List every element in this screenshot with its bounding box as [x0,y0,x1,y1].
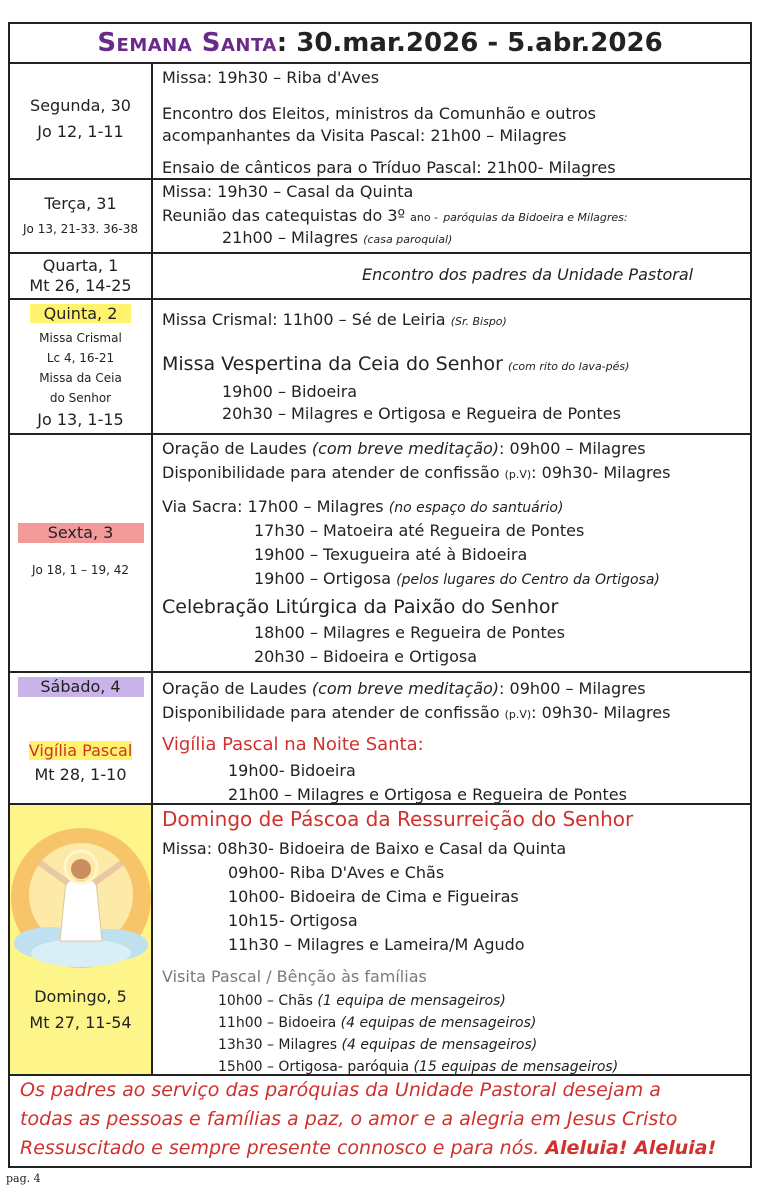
day-cell [10,62,153,178]
day-cell [10,805,153,1074]
event-line: Missa: 08h30- Bidoeira de Baixo e Casal da Quinta [162,839,567,858]
event-line: Vigília Pascal na Noite Santa: [162,734,424,755]
events-cell [162,254,746,298]
scripture-ref: Mt 26, 14-25 [29,276,132,295]
row-sabado [10,673,750,805]
event-line: 20h30 – Bidoeira e Ortigosa [254,647,478,666]
day-label: Segunda, 30 [30,96,131,115]
day-cell [10,180,153,252]
events-cell [162,62,746,178]
scripture-ref: Mt 28, 1-10 [34,765,127,784]
row-terca [10,180,750,254]
event-line: 10h15- Ortigosa [228,911,358,930]
event-line: Disponibilidade para atender de confissão (p.V): 09h30- Milagres [162,703,671,722]
message-line: todas as pessoas e famílias a paz, o amor e a alegria em Jesus Cristo [20,1108,678,1130]
event-line: Reunião das catequistas do 3º ano - paróquias da Bidoeira e Milagres: [162,206,628,225]
event-line: Via Sacra: 17h00 – Milagres (no espaço do santuário) [162,497,564,516]
scripture-sub: Missa da Ceia [39,371,122,385]
event-line: Visita Pascal / Bênção às famílias [162,967,427,986]
row-quinta [10,300,750,435]
event-line: 19h00 – Texugueira até à Bidoeira [254,545,528,564]
events-cell [162,805,746,1074]
scripture-sub: Missa Crismal [39,331,122,345]
day-cell [10,673,153,803]
event-line: 19h00- Bidoeira [228,761,356,780]
event-line: Oração de Laudes (com breve meditação): 09h00 – Milagres [162,439,646,458]
event-line: Domingo de Páscoa da Ressurreição do Senhor [162,807,634,831]
events-cell [162,673,746,803]
event-line: 10h00- Bidoeira de Cima e Figueiras [228,887,519,906]
message-line: Ressuscitado e sempre presente connosco e para nós. Aleluia! Aleluia! [20,1137,717,1159]
scripture-ref: Jo 12, 1-11 [37,122,124,141]
vigil-label: Vigília Pascal [28,741,133,760]
events-cell [162,180,746,252]
event-line: 21h00 – Milagres (casa paroquial) [222,228,453,247]
event-line: Disponibilidade para atender de confissão (p.V): 09h30- Milagres [162,463,671,482]
day-cell [10,254,153,298]
day-label: Quarta, 1 [42,256,119,275]
scripture-ref: Jo 13, 1-15 [37,410,124,429]
event-line: 11h00 – Bidoeira (4 equipas de mensageiros) [218,1015,537,1031]
events-cell [162,435,746,671]
event-line: Missa Crismal: 11h00 – Sé de Leiria (Sr. Bispo) [162,310,507,329]
event-line: 18h00 – Milagres e Regueira de Pontes [254,623,565,642]
day-label: Terça, 31 [44,194,117,213]
event-line: 17h30 – Matoeira até Regueira de Pontes [254,521,585,540]
event-line: 19h00 – Bidoeira [222,382,358,401]
event-line: Missa Vespertina da Ceia do Senhor (com rito do lava-pés) [162,353,630,375]
scripture-ref: Lc 4, 16-21 [46,351,115,365]
event-line: acompanhantes da Visita Pascal: 21h00 – Milagres [162,126,567,145]
row-quarta [10,254,750,300]
event-line: Encontro dos Eleitos, ministros da Comunhão e outros [162,104,596,123]
event-line: Missa: 19h30 – Riba d'Aves [162,68,380,87]
closing-message [10,1076,750,1168]
day-cell [10,300,153,433]
event-line: Missa: 19h30 – Casal da Quinta [162,182,414,201]
day-label: Quinta, 2 [30,304,132,323]
schedule-frame [8,22,752,1168]
scripture-ref: Mt 27, 11-54 [29,1013,132,1032]
event-line: Encontro dos padres da Unidade Pastoral [362,265,694,284]
message-line: Os padres ao serviço das paróquias da Unidade Pastoral desejam a [20,1079,661,1101]
row-segunda [10,62,750,180]
events-cell [162,300,746,433]
day-label: Sábado, 4 [18,677,144,697]
title-date-range: 30.mar.2026 - 5.abr.2026 [296,28,663,58]
event-line: 20h30 – Milagres e Ortigosa e Regueira de Pontes [222,404,621,423]
event-line: 21h00 – Milagres e Ortigosa e Regueira de Pontes [228,785,627,804]
event-line: Celebração Litúrgica da Paixão do Senhor [162,596,559,618]
scripture-ref: Jo 13, 21-33. 36-38 [23,222,138,236]
event-line: 13h30 – Milagres (4 equipas de mensageiros) [218,1037,538,1053]
event-line: 19h00 – Ortigosa (pelos lugares do Centro da Ortigosa) [254,569,660,588]
event-line: 15h00 – Ortigosa- paróquia (15 equipas de mensageiros) [218,1059,619,1075]
event-line: 10h00 – Chãs (1 equipa de mensageiros) [218,993,506,1009]
risen-christ-image [10,823,153,973]
event-line: Ensaio de cânticos para o Tríduo Pascal: 21h00- Milagres [162,158,616,177]
row-sexta [10,435,750,673]
event-line: Oração de Laudes (com breve meditação): 09h00 – Milagres [162,679,646,698]
event-line: 09h00- Riba D'Aves e Chãs [228,863,445,882]
day-label: Domingo, 5 [34,987,127,1006]
scripture-sub: do Senhor [49,391,112,405]
day-label: Sexta, 3 [18,523,144,543]
day-cell [10,435,153,671]
scripture-ref: Jo 18, 1 – 19, 42 [31,563,130,577]
row-domingo [10,805,750,1076]
event-line: 11h30 – Milagres e Lameira/M Agudo [228,935,525,954]
title-prefix: Semana Santa [97,28,277,58]
page-number: pag. 4 [6,1172,41,1185]
page-title: Semana Santa: 30.mar.2026 - 5.abr.2026 [10,24,750,64]
